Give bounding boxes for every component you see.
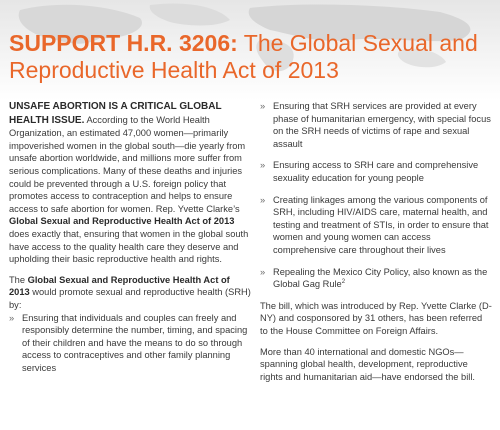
bullet-marker-icon: » <box>260 101 266 111</box>
intro-text-a: According to the World Health Organization, an estimated 47,000 women—primarily impoverished women in the global south—die yearly from unsafe abortion worldwide, and millions more suffer from serious complications. Many of these deaths and injuries could be prevented through a U.S. foreign policy that promotes access to contraception and helps to ensure access to safe abortion for women. Rep. Yvette Clarke’s <box>9 114 246 214</box>
list-item <box>9 312 252 375</box>
endorsement-paragraph: More than 40 international and domestic NGOs—spanning global health, development, reproductive rights and humanitarian aid—have endorsed the bill. <box>260 346 475 382</box>
bullet-marker-icon: » <box>260 194 266 205</box>
bill-status-paragraph: The bill, which was introduced by Rep. Yvette Clarke (D-NY) and cosponsored by 31 others, has been referred to the House Committee on Foreign Affairs. <box>260 300 492 336</box>
intro-lead: UNSAFE ABORTION IS A CRITICAL GLOBAL HEALTH ISSUE. <box>9 101 222 126</box>
intro-text-b: does exactly that, ensuring that women in the global south have access to the quality health care they deserve and upholding their basic reproductive health and rights. <box>9 228 249 265</box>
bullet-marker-icon: » <box>9 312 15 323</box>
bullet-text: Creating linkages among the various components of SRH, including HIV/AIDS care, maternal health, and testing and treatment of STIs, in order to ensure that women and young women can access comprehensive care throughout their lives <box>273 194 489 255</box>
bullet-marker-icon: » <box>260 160 266 171</box>
list-item <box>260 100 492 150</box>
srh-bill-name: Global Sexual and Reproductive Health Act of 2013 <box>9 274 230 298</box>
footnote-marker: 2 <box>341 279 346 286</box>
list-item <box>260 159 492 184</box>
bullet-text: Ensuring access to SRH care and comprehensive sexuality education for young people <box>273 160 479 183</box>
srh-text-a: The <box>9 274 28 285</box>
intro-paragraph <box>9 100 252 266</box>
list-item <box>260 266 492 291</box>
left-bullet-list <box>9 312 252 375</box>
bullet-text: Repealing the Mexico City Policy, also known as the Global Gag Rule <box>273 266 488 290</box>
right-bullet-list <box>260 100 492 291</box>
title-bill-name: The Global Sexual and Reproductive Health Act of 2013 <box>9 30 478 83</box>
srh-text-b: would promote sexual and reproductive health (SRH) by: <box>9 287 251 310</box>
page-title <box>9 30 494 84</box>
bullet-marker-icon: » <box>260 266 266 277</box>
title-bill-number: SUPPORT H.R. 3206: <box>9 30 238 56</box>
right-column <box>260 100 492 383</box>
srh-paragraph <box>9 274 252 312</box>
bullet-text: Ensuring that SRH services are provided at every phase of humanitarian emergency, with special focus on the SRH needs of victims of rape and sexual assault <box>273 101 491 149</box>
left-column <box>9 100 252 374</box>
list-item <box>260 194 492 257</box>
bullet-text: Ensuring that individuals and couples can freely and responsibly determine the number, timing, and spacing of their children and have the means to do so through access to contraceptives and other family planning services <box>22 312 248 373</box>
intro-bill-name: Global Sexual and Reproductive Health Act of 2013 <box>9 216 235 227</box>
